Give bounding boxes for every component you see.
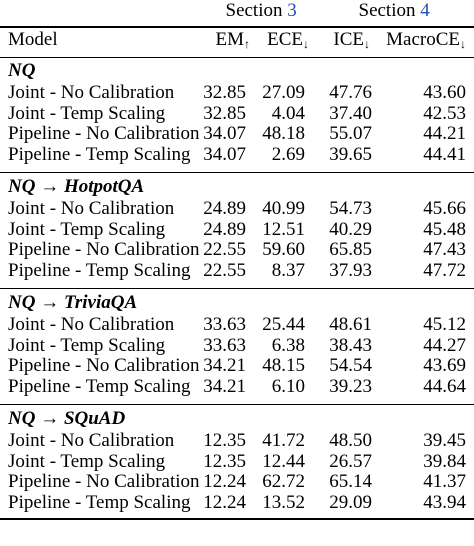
- row-model-name: Pipeline - No Calibration: [8, 123, 200, 145]
- cell-ece: 6.10: [271, 376, 305, 398]
- group-separator-rule: [0, 172, 474, 173]
- row-model-name: Pipeline - No Calibration: [8, 355, 200, 377]
- cell-ece: 41.72: [262, 429, 305, 451]
- cell-macroce: 45.12: [423, 313, 466, 335]
- group-title: NQ → TriviaQA: [8, 292, 138, 313]
- row-model-name: Joint - No Calibration: [8, 197, 175, 219]
- cell-macroce: 43.60: [423, 81, 466, 103]
- cell-ice: 29.09: [329, 492, 372, 514]
- column-header: [216, 29, 251, 55]
- cell-em: 33.63: [203, 313, 246, 335]
- cell-macroce: 39.84: [423, 450, 466, 472]
- cell-ice: 54.54: [329, 355, 372, 377]
- cell-ece: 48.18: [262, 123, 305, 145]
- column-header: [8, 29, 58, 51]
- arrow-down-icon: ↓: [364, 37, 370, 51]
- cell-ice: 39.65: [329, 144, 372, 166]
- row-model-name: Pipeline - Temp Scaling: [8, 492, 191, 514]
- arrow-down-icon: ↓: [303, 37, 309, 51]
- arrow-up-icon: ↑: [244, 37, 250, 51]
- cell-macroce: 43.69: [423, 355, 466, 377]
- row-model-name: Joint - Temp Scaling: [8, 450, 166, 472]
- cell-em: 34.21: [203, 355, 246, 377]
- cell-ece: 13.52: [262, 492, 305, 514]
- cell-ece: 6.38: [271, 334, 305, 356]
- cell-ice: 55.07: [329, 123, 372, 145]
- cell-em: 34.07: [203, 144, 246, 166]
- cell-macroce: 47.43: [423, 239, 466, 261]
- column-header: [267, 29, 309, 55]
- cell-ice: 39.23: [329, 376, 372, 398]
- cell-ece: 12.44: [262, 450, 305, 472]
- cell-em: 12.24: [203, 471, 246, 493]
- cell-ece: 25.44: [262, 313, 305, 335]
- row-model-name: Joint - No Calibration: [8, 81, 175, 103]
- cell-ice: 65.14: [329, 471, 372, 493]
- cell-macroce: 44.64: [423, 376, 466, 398]
- column-header: [333, 29, 370, 55]
- column-header-label: MacroCE: [386, 29, 460, 50]
- cell-em: 33.63: [203, 334, 246, 356]
- cell-em: 22.55: [203, 260, 246, 282]
- cell-ice: 48.61: [329, 313, 372, 335]
- header-rule: [0, 57, 474, 58]
- cell-ece: 4.04: [271, 102, 305, 124]
- row-model-name: Pipeline - Temp Scaling: [8, 144, 191, 166]
- row-model-name: Joint - No Calibration: [8, 313, 175, 335]
- section-ref-link[interactable]: 3: [287, 0, 297, 21]
- row-model-name: Joint - Temp Scaling: [8, 102, 166, 124]
- cell-ece: 2.69: [271, 144, 305, 166]
- cell-em: 32.85: [203, 81, 246, 103]
- row-model-name: Pipeline - Temp Scaling: [8, 376, 191, 398]
- cell-ece: 59.60: [262, 239, 305, 261]
- cell-ece: 48.15: [262, 355, 305, 377]
- cell-em: 22.55: [203, 239, 246, 261]
- cell-ice: 38.43: [329, 334, 372, 356]
- cell-macroce: 45.66: [423, 197, 466, 219]
- cell-em: 24.89: [203, 197, 246, 219]
- cell-ece: 12.51: [262, 218, 305, 240]
- cell-macroce: 47.72: [423, 260, 466, 282]
- group-title: NQ: [8, 60, 36, 81]
- cell-ece: 27.09: [262, 81, 305, 103]
- section-header: [359, 0, 430, 22]
- cell-ice: 54.73: [329, 197, 372, 219]
- column-header-label: Model: [8, 29, 58, 50]
- bottom-rule: [0, 518, 474, 520]
- cell-ece: 40.99: [262, 197, 305, 219]
- section-label: Section: [358, 0, 421, 21]
- cell-ice: 37.93: [329, 260, 372, 282]
- cell-em: 32.85: [203, 102, 246, 124]
- group-separator-rule: [0, 288, 474, 289]
- cell-ice: 47.76: [329, 81, 372, 103]
- cell-macroce: 45.48: [423, 218, 466, 240]
- column-header: [386, 29, 466, 55]
- row-model-name: Joint - Temp Scaling: [8, 218, 166, 240]
- top-rule: [0, 26, 474, 28]
- row-model-name: Pipeline - No Calibration: [8, 239, 200, 261]
- cell-macroce: 43.94: [423, 492, 466, 514]
- cell-macroce: 44.27: [423, 334, 466, 356]
- cell-ece: 8.37: [271, 260, 305, 282]
- cell-em: 34.21: [203, 376, 246, 398]
- cell-macroce: 44.21: [423, 123, 466, 145]
- row-model-name: Pipeline - Temp Scaling: [8, 260, 191, 282]
- cell-ice: 40.29: [329, 218, 372, 240]
- cell-ice: 37.40: [329, 102, 372, 124]
- column-header-label: EM: [215, 29, 244, 50]
- cell-em: 12.24: [203, 492, 246, 514]
- cell-em: 34.07: [203, 123, 246, 145]
- cell-ice: 65.85: [329, 239, 372, 261]
- row-model-name: Pipeline - No Calibration: [8, 471, 200, 493]
- column-header-label: ICE: [333, 29, 364, 50]
- cell-ice: 26.57: [329, 450, 372, 472]
- arrow-down-icon: ↓: [460, 37, 466, 51]
- cell-em: 12.35: [203, 450, 246, 472]
- row-model-name: Joint - Temp Scaling: [8, 334, 166, 356]
- cell-macroce: 39.45: [423, 429, 466, 451]
- row-model-name: Joint - No Calibration: [8, 429, 175, 451]
- cell-ece: 62.72: [262, 471, 305, 493]
- cell-ice: 48.50: [329, 429, 372, 451]
- group-separator-rule: [0, 404, 474, 405]
- group-title: NQ → SQuAD: [8, 408, 126, 429]
- column-header-label: ECE: [267, 29, 303, 50]
- group-title: NQ → HotpotQA: [8, 176, 145, 197]
- section-label: Section: [225, 0, 288, 21]
- cell-macroce: 44.41: [423, 144, 466, 166]
- section-header: [226, 0, 297, 22]
- section-ref-link[interactable]: 4: [420, 0, 430, 21]
- cell-macroce: 41.37: [423, 471, 466, 493]
- cell-em: 12.35: [203, 429, 246, 451]
- cell-macroce: 42.53: [423, 102, 466, 124]
- cell-em: 24.89: [203, 218, 246, 240]
